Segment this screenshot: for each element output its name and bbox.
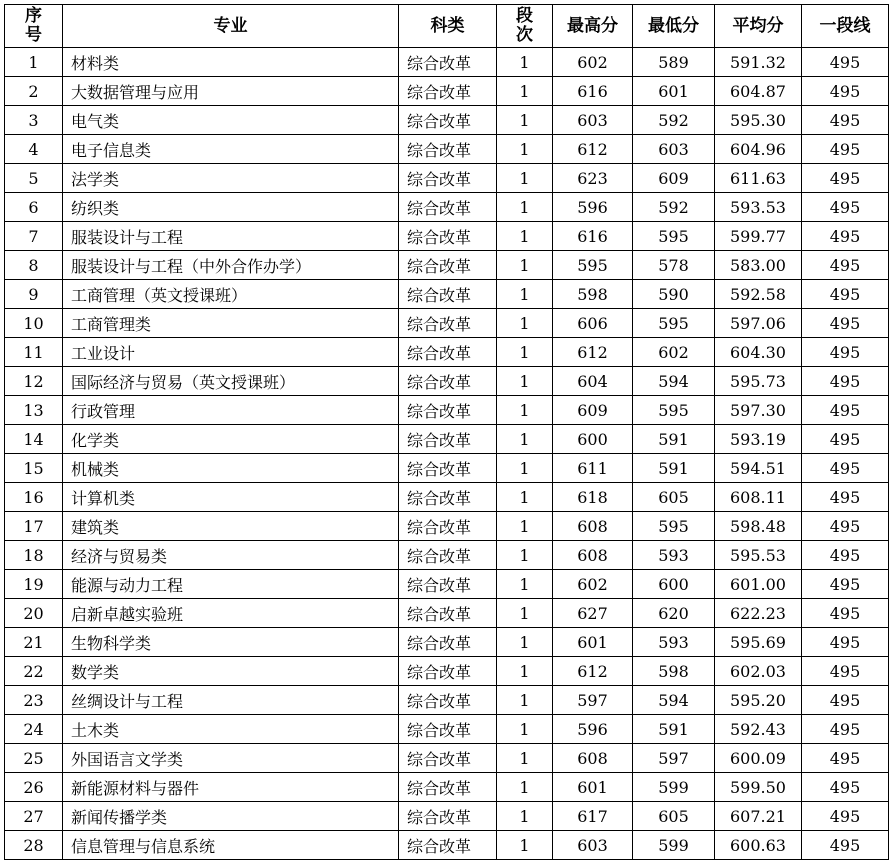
cell-no: 28	[5, 831, 63, 860]
cell-major: 经济与贸易类	[63, 541, 399, 570]
cell-min: 600	[633, 570, 715, 599]
cell-batch: 1	[497, 657, 553, 686]
table-row	[5, 628, 889, 657]
table-row	[5, 77, 889, 106]
cell-min: 593	[633, 541, 715, 570]
cell-batch: 1	[497, 773, 553, 802]
cell-no: 18	[5, 541, 63, 570]
table-row	[5, 193, 889, 222]
cell-min: 609	[633, 164, 715, 193]
cell-min: 591	[633, 454, 715, 483]
cell-category: 综合改革	[399, 628, 497, 657]
cell-major: 土木类	[63, 715, 399, 744]
cell-no: 16	[5, 483, 63, 512]
table-row	[5, 222, 889, 251]
cell-no: 24	[5, 715, 63, 744]
header-row	[5, 5, 889, 48]
cell-line: 495	[802, 715, 889, 744]
cell-avg: 599.77	[715, 222, 802, 251]
cell-major: 外国语言文学类	[63, 744, 399, 773]
cell-avg: 595.20	[715, 686, 802, 715]
cell-max: 612	[553, 657, 633, 686]
cell-min: 594	[633, 686, 715, 715]
cell-avg: 608.11	[715, 483, 802, 512]
cell-max: 595	[553, 251, 633, 280]
cell-avg: 622.23	[715, 599, 802, 628]
cell-batch: 1	[497, 425, 553, 454]
cell-line: 495	[802, 541, 889, 570]
cell-max: 617	[553, 802, 633, 831]
cell-major: 工业设计	[63, 338, 399, 367]
cell-batch: 1	[497, 251, 553, 280]
cell-avg: 600.09	[715, 744, 802, 773]
cell-batch: 1	[497, 77, 553, 106]
cell-max: 601	[553, 773, 633, 802]
cell-max: 618	[553, 483, 633, 512]
cell-line: 495	[802, 164, 889, 193]
header-avg: 平均分	[715, 5, 802, 48]
cell-major: 数学类	[63, 657, 399, 686]
cell-category: 综合改革	[399, 396, 497, 425]
cell-category: 综合改革	[399, 512, 497, 541]
cell-line: 495	[802, 135, 889, 164]
cell-batch: 1	[497, 599, 553, 628]
cell-max: 596	[553, 715, 633, 744]
table-row	[5, 251, 889, 280]
cell-avg: 600.63	[715, 831, 802, 860]
cell-line: 495	[802, 570, 889, 599]
cell-no: 12	[5, 367, 63, 396]
cell-min: 599	[633, 773, 715, 802]
table-row	[5, 773, 889, 802]
table-row	[5, 396, 889, 425]
cell-min: 599	[633, 831, 715, 860]
table-row	[5, 164, 889, 193]
cell-batch: 1	[497, 193, 553, 222]
cell-batch: 1	[497, 686, 553, 715]
cell-max: 606	[553, 309, 633, 338]
cell-min: 605	[633, 802, 715, 831]
cell-no: 25	[5, 744, 63, 773]
cell-major: 大数据管理与应用	[63, 77, 399, 106]
cell-avg: 611.63	[715, 164, 802, 193]
cell-batch: 1	[497, 831, 553, 860]
cell-max: 603	[553, 106, 633, 135]
cell-line: 495	[802, 802, 889, 831]
cell-max: 608	[553, 744, 633, 773]
table-row	[5, 744, 889, 773]
cell-major: 法学类	[63, 164, 399, 193]
cell-category: 综合改革	[399, 77, 497, 106]
table-row	[5, 802, 889, 831]
cell-category: 综合改革	[399, 541, 497, 570]
cell-max: 611	[553, 454, 633, 483]
table-row	[5, 715, 889, 744]
header-no: 序号	[5, 5, 63, 48]
scores-table	[4, 4, 889, 860]
table-row	[5, 831, 889, 860]
cell-batch: 1	[497, 570, 553, 599]
cell-major: 电子信息类	[63, 135, 399, 164]
cell-no: 4	[5, 135, 63, 164]
cell-batch: 1	[497, 280, 553, 309]
cell-no: 21	[5, 628, 63, 657]
cell-no: 3	[5, 106, 63, 135]
cell-category: 综合改革	[399, 715, 497, 744]
table-row	[5, 425, 889, 454]
cell-line: 495	[802, 628, 889, 657]
cell-category: 综合改革	[399, 164, 497, 193]
cell-no: 27	[5, 802, 63, 831]
cell-batch: 1	[497, 48, 553, 77]
cell-max: 604	[553, 367, 633, 396]
cell-batch: 1	[497, 135, 553, 164]
cell-line: 495	[802, 657, 889, 686]
cell-major: 新闻传播学类	[63, 802, 399, 831]
cell-category: 综合改革	[399, 135, 497, 164]
cell-avg: 593.53	[715, 193, 802, 222]
cell-no: 5	[5, 164, 63, 193]
cell-avg: 595.73	[715, 367, 802, 396]
cell-line: 495	[802, 48, 889, 77]
cell-category: 综合改革	[399, 657, 497, 686]
cell-no: 7	[5, 222, 63, 251]
cell-batch: 1	[497, 802, 553, 831]
cell-line: 495	[802, 599, 889, 628]
cell-batch: 1	[497, 367, 553, 396]
cell-avg: 601.00	[715, 570, 802, 599]
cell-no: 6	[5, 193, 63, 222]
table-row	[5, 657, 889, 686]
cell-major: 丝绸设计与工程	[63, 686, 399, 715]
cell-line: 495	[802, 280, 889, 309]
cell-max: 600	[553, 425, 633, 454]
cell-no: 19	[5, 570, 63, 599]
cell-major: 工商管理类	[63, 309, 399, 338]
cell-category: 综合改革	[399, 744, 497, 773]
cell-category: 综合改革	[399, 454, 497, 483]
cell-category: 综合改革	[399, 773, 497, 802]
cell-no: 26	[5, 773, 63, 802]
cell-line: 495	[802, 686, 889, 715]
cell-batch: 1	[497, 541, 553, 570]
cell-line: 495	[802, 106, 889, 135]
cell-avg: 602.03	[715, 657, 802, 686]
cell-batch: 1	[497, 309, 553, 338]
cell-line: 495	[802, 309, 889, 338]
cell-major: 生物科学类	[63, 628, 399, 657]
cell-major: 能源与动力工程	[63, 570, 399, 599]
cell-avg: 597.30	[715, 396, 802, 425]
cell-line: 495	[802, 744, 889, 773]
cell-no: 8	[5, 251, 63, 280]
cell-category: 综合改革	[399, 367, 497, 396]
cell-no: 10	[5, 309, 63, 338]
cell-min: 602	[633, 338, 715, 367]
cell-major: 工商管理（英文授课班）	[63, 280, 399, 309]
table-row	[5, 309, 889, 338]
cell-no: 2	[5, 77, 63, 106]
cell-min: 592	[633, 106, 715, 135]
cell-min: 595	[633, 309, 715, 338]
cell-max: 616	[553, 222, 633, 251]
cell-avg: 597.06	[715, 309, 802, 338]
table-row	[5, 367, 889, 396]
cell-no: 14	[5, 425, 63, 454]
cell-line: 495	[802, 454, 889, 483]
cell-major: 计算机类	[63, 483, 399, 512]
cell-max: 603	[553, 831, 633, 860]
cell-line: 495	[802, 512, 889, 541]
cell-category: 综合改革	[399, 338, 497, 367]
cell-major: 机械类	[63, 454, 399, 483]
cell-min: 595	[633, 222, 715, 251]
cell-max: 612	[553, 135, 633, 164]
cell-major: 国际经济与贸易（英文授课班）	[63, 367, 399, 396]
cell-line: 495	[802, 483, 889, 512]
cell-category: 综合改革	[399, 425, 497, 454]
cell-max: 597	[553, 686, 633, 715]
cell-major: 纺织类	[63, 193, 399, 222]
cell-line: 495	[802, 773, 889, 802]
cell-category: 综合改革	[399, 570, 497, 599]
cell-major: 服装设计与工程（中外合作办学）	[63, 251, 399, 280]
cell-no: 13	[5, 396, 63, 425]
cell-batch: 1	[497, 483, 553, 512]
cell-category: 综合改革	[399, 483, 497, 512]
header-major: 专业	[63, 5, 399, 48]
cell-line: 495	[802, 425, 889, 454]
cell-no: 1	[5, 48, 63, 77]
header-batch: 段次	[497, 5, 553, 48]
cell-avg: 595.30	[715, 106, 802, 135]
table-row	[5, 454, 889, 483]
cell-no: 20	[5, 599, 63, 628]
cell-category: 综合改革	[399, 831, 497, 860]
cell-major: 服装设计与工程	[63, 222, 399, 251]
table-row	[5, 280, 889, 309]
header-line: 一段线	[802, 5, 889, 48]
cell-avg: 583.00	[715, 251, 802, 280]
cell-min: 591	[633, 425, 715, 454]
cell-batch: 1	[497, 396, 553, 425]
cell-avg: 604.87	[715, 77, 802, 106]
cell-min: 593	[633, 628, 715, 657]
cell-max: 608	[553, 541, 633, 570]
cell-max: 608	[553, 512, 633, 541]
table-row	[5, 512, 889, 541]
cell-avg: 595.69	[715, 628, 802, 657]
header-min: 最低分	[633, 5, 715, 48]
cell-max: 602	[553, 570, 633, 599]
cell-line: 495	[802, 338, 889, 367]
cell-batch: 1	[497, 222, 553, 251]
cell-min: 591	[633, 715, 715, 744]
cell-major: 信息管理与信息系统	[63, 831, 399, 860]
cell-category: 综合改革	[399, 222, 497, 251]
cell-batch: 1	[497, 454, 553, 483]
cell-min: 595	[633, 512, 715, 541]
cell-line: 495	[802, 367, 889, 396]
cell-batch: 1	[497, 164, 553, 193]
cell-max: 598	[553, 280, 633, 309]
cell-min: 592	[633, 193, 715, 222]
cell-min: 605	[633, 483, 715, 512]
cell-max: 609	[553, 396, 633, 425]
cell-line: 495	[802, 193, 889, 222]
cell-major: 新能源材料与器件	[63, 773, 399, 802]
cell-line: 495	[802, 831, 889, 860]
cell-min: 589	[633, 48, 715, 77]
cell-batch: 1	[497, 628, 553, 657]
cell-avg: 595.53	[715, 541, 802, 570]
cell-avg: 592.58	[715, 280, 802, 309]
cell-max: 602	[553, 48, 633, 77]
cell-category: 综合改革	[399, 802, 497, 831]
cell-min: 603	[633, 135, 715, 164]
cell-line: 495	[802, 251, 889, 280]
cell-no: 11	[5, 338, 63, 367]
cell-avg: 607.21	[715, 802, 802, 831]
cell-max: 627	[553, 599, 633, 628]
cell-major: 化学类	[63, 425, 399, 454]
cell-max: 623	[553, 164, 633, 193]
cell-major: 启新卓越实验班	[63, 599, 399, 628]
cell-line: 495	[802, 222, 889, 251]
cell-major: 行政管理	[63, 396, 399, 425]
cell-max: 616	[553, 77, 633, 106]
cell-batch: 1	[497, 338, 553, 367]
cell-batch: 1	[497, 512, 553, 541]
cell-max: 596	[553, 193, 633, 222]
table-row	[5, 48, 889, 77]
table-row	[5, 483, 889, 512]
cell-category: 综合改革	[399, 686, 497, 715]
table-row	[5, 541, 889, 570]
cell-major: 建筑类	[63, 512, 399, 541]
cell-max: 612	[553, 338, 633, 367]
cell-avg: 604.96	[715, 135, 802, 164]
cell-no: 15	[5, 454, 63, 483]
cell-avg: 599.50	[715, 773, 802, 802]
cell-batch: 1	[497, 106, 553, 135]
cell-category: 综合改革	[399, 309, 497, 338]
cell-line: 495	[802, 396, 889, 425]
cell-category: 综合改革	[399, 48, 497, 77]
cell-category: 综合改革	[399, 251, 497, 280]
cell-no: 9	[5, 280, 63, 309]
cell-min: 594	[633, 367, 715, 396]
cell-major: 电气类	[63, 106, 399, 135]
cell-line: 495	[802, 77, 889, 106]
cell-avg: 594.51	[715, 454, 802, 483]
cell-min: 598	[633, 657, 715, 686]
table-row	[5, 570, 889, 599]
cell-batch: 1	[497, 715, 553, 744]
cell-min: 620	[633, 599, 715, 628]
cell-max: 601	[553, 628, 633, 657]
cell-no: 23	[5, 686, 63, 715]
cell-min: 601	[633, 77, 715, 106]
cell-major: 材料类	[63, 48, 399, 77]
cell-no: 22	[5, 657, 63, 686]
table-row	[5, 686, 889, 715]
header-category: 科类	[399, 5, 497, 48]
cell-avg: 592.43	[715, 715, 802, 744]
table-row	[5, 106, 889, 135]
cell-avg: 598.48	[715, 512, 802, 541]
cell-category: 综合改革	[399, 106, 497, 135]
cell-avg: 591.32	[715, 48, 802, 77]
table-row	[5, 135, 889, 164]
header-max: 最高分	[553, 5, 633, 48]
cell-batch: 1	[497, 744, 553, 773]
cell-avg: 593.19	[715, 425, 802, 454]
cell-category: 综合改革	[399, 280, 497, 309]
cell-min: 590	[633, 280, 715, 309]
table-row	[5, 599, 889, 628]
cell-category: 综合改革	[399, 193, 497, 222]
cell-min: 597	[633, 744, 715, 773]
cell-category: 综合改革	[399, 599, 497, 628]
cell-no: 17	[5, 512, 63, 541]
table-row	[5, 338, 889, 367]
cell-avg: 604.30	[715, 338, 802, 367]
cell-min: 595	[633, 396, 715, 425]
cell-min: 578	[633, 251, 715, 280]
